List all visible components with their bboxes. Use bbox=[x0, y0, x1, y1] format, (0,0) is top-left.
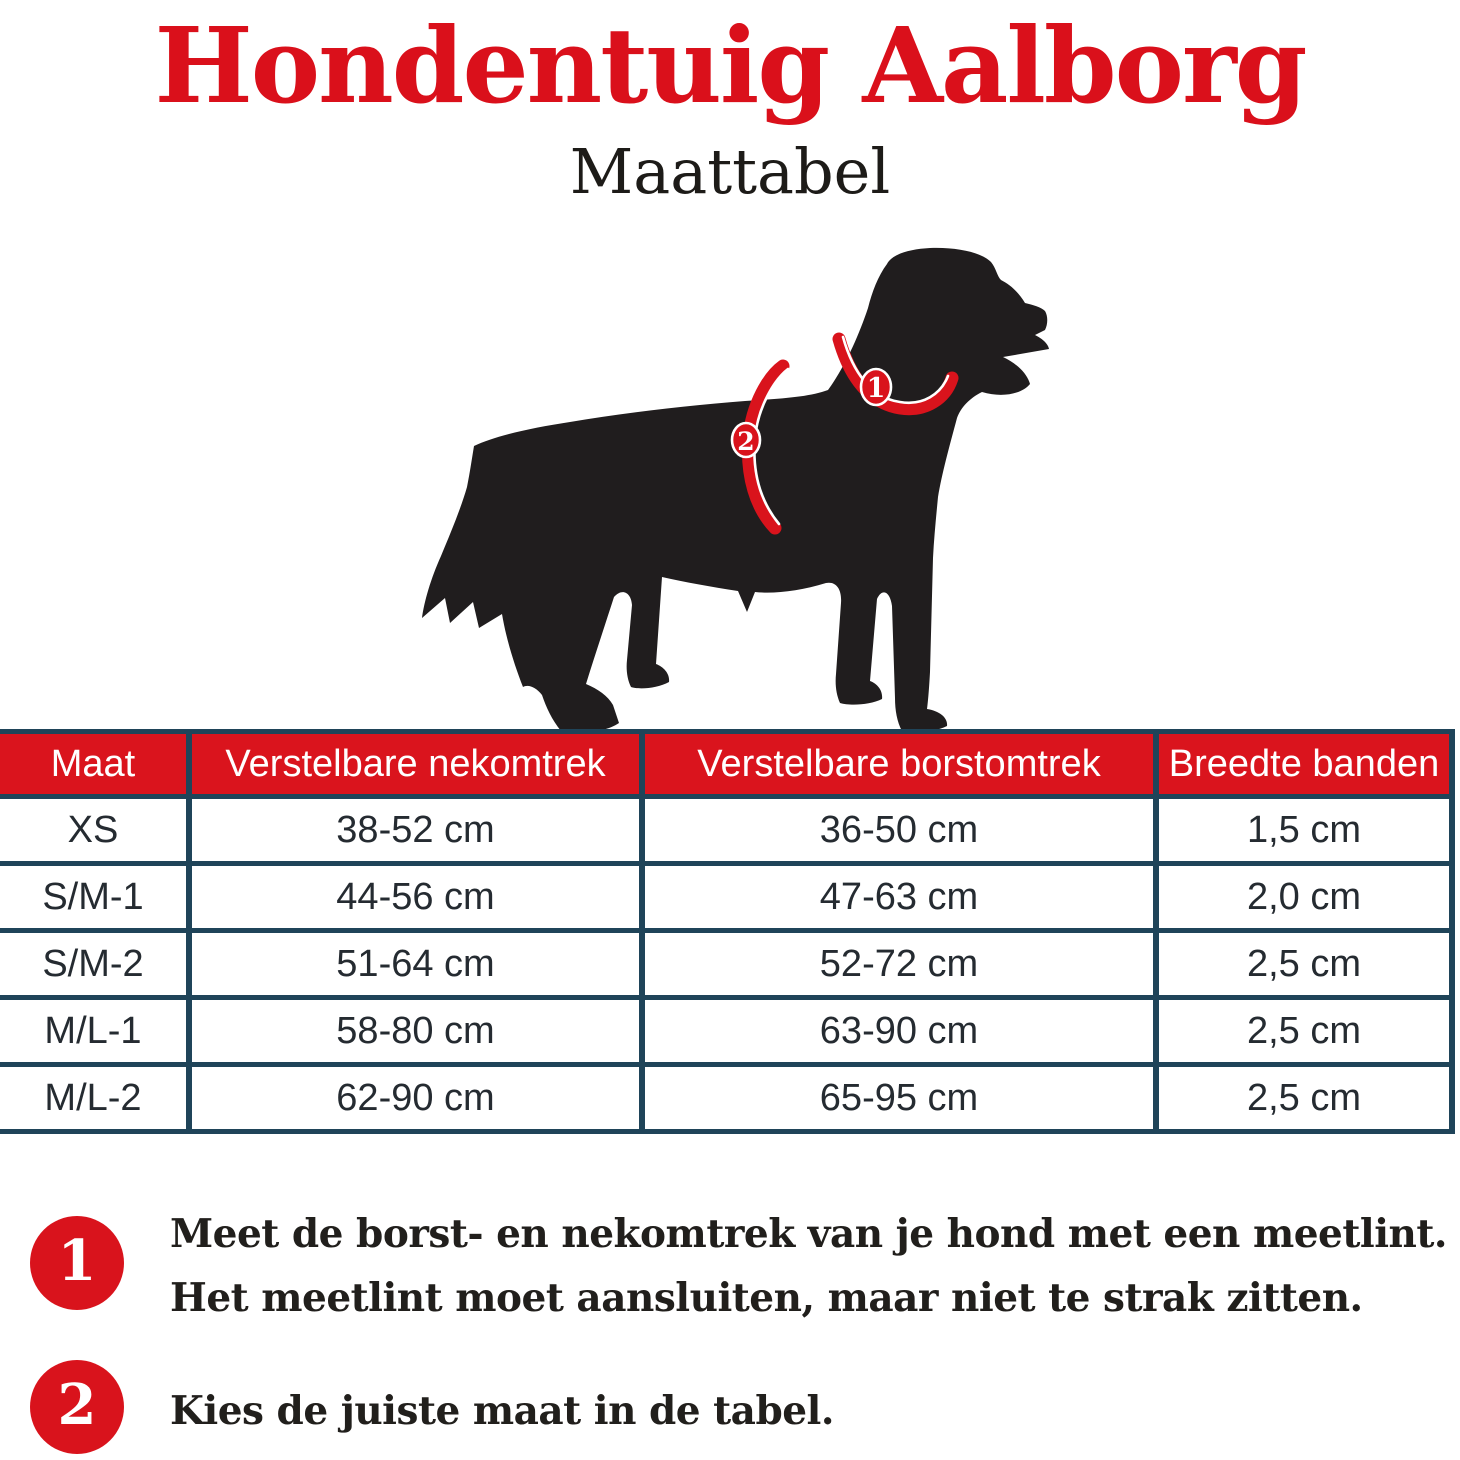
col-header-maat: Maat bbox=[0, 732, 189, 797]
diagram-badge-1-number: 1 bbox=[866, 373, 886, 404]
cell-band: 2,5 cm bbox=[1156, 931, 1452, 998]
dog-silhouette bbox=[422, 248, 1049, 733]
note-1-line-1: Meet de borst- en nekomtrek van je hond met een meetlint. bbox=[170, 1211, 1447, 1257]
cell-band: 2,5 cm bbox=[1156, 1065, 1452, 1132]
diagram-badge-2 bbox=[732, 423, 760, 457]
table-row bbox=[0, 1065, 1452, 1132]
cell-chest: 52-72 cm bbox=[642, 931, 1156, 998]
col-header-breedte: Breedte banden bbox=[1156, 732, 1452, 797]
cell-chest: 63-90 cm bbox=[642, 998, 1156, 1065]
col-header-nekomtrek: Verstelbare nekomtrek bbox=[189, 732, 642, 797]
cell-size: S/M-2 bbox=[0, 931, 189, 998]
dog-harness-diagram bbox=[400, 240, 1060, 740]
cell-neck: 38-52 cm bbox=[189, 797, 642, 864]
cell-neck: 51-64 cm bbox=[189, 931, 642, 998]
diagram-badge-1 bbox=[861, 369, 891, 405]
cell-neck: 62-90 cm bbox=[189, 1065, 642, 1132]
table-row bbox=[0, 931, 1452, 998]
cell-band: 2,0 cm bbox=[1156, 864, 1452, 931]
cell-size: S/M-1 bbox=[0, 864, 189, 931]
cell-chest: 47-63 cm bbox=[642, 864, 1156, 931]
cell-band: 1,5 cm bbox=[1156, 797, 1452, 864]
cell-size: M/L-2 bbox=[0, 1065, 189, 1132]
note-2-line-1: Kies de juiste maat in de tabel. bbox=[170, 1388, 834, 1434]
diagram-badge-2-number: 2 bbox=[737, 427, 755, 456]
note-1-text bbox=[170, 1202, 1447, 1330]
table-row bbox=[0, 864, 1452, 931]
note-1-badge: 1 bbox=[30, 1216, 124, 1310]
cell-neck: 44-56 cm bbox=[189, 864, 642, 931]
col-header-borstomtrek: Verstelbare borstomtrek bbox=[642, 732, 1156, 797]
size-table-header-row bbox=[0, 732, 1452, 797]
page-title: Hondentuig Aalborg bbox=[154, 4, 1306, 127]
cell-chest: 65-95 cm bbox=[642, 1065, 1156, 1132]
page-subtitle: Maattabel bbox=[569, 135, 891, 208]
cell-size: M/L-1 bbox=[0, 998, 189, 1065]
cell-band: 2,5 cm bbox=[1156, 998, 1452, 1065]
note-2-badge: 2 bbox=[30, 1360, 124, 1454]
table-row bbox=[0, 998, 1452, 1065]
table-row bbox=[0, 797, 1452, 864]
cell-size: XS bbox=[0, 797, 189, 864]
dog-silhouette-svg bbox=[400, 240, 1060, 740]
note-2-text bbox=[170, 1379, 834, 1443]
cell-chest: 36-50 cm bbox=[642, 797, 1156, 864]
size-table bbox=[0, 729, 1455, 1134]
note-1-line-2: Het meetlint moet aansluiten, maar niet te strak zitten. bbox=[170, 1275, 1363, 1321]
cell-neck: 58-80 cm bbox=[189, 998, 642, 1065]
